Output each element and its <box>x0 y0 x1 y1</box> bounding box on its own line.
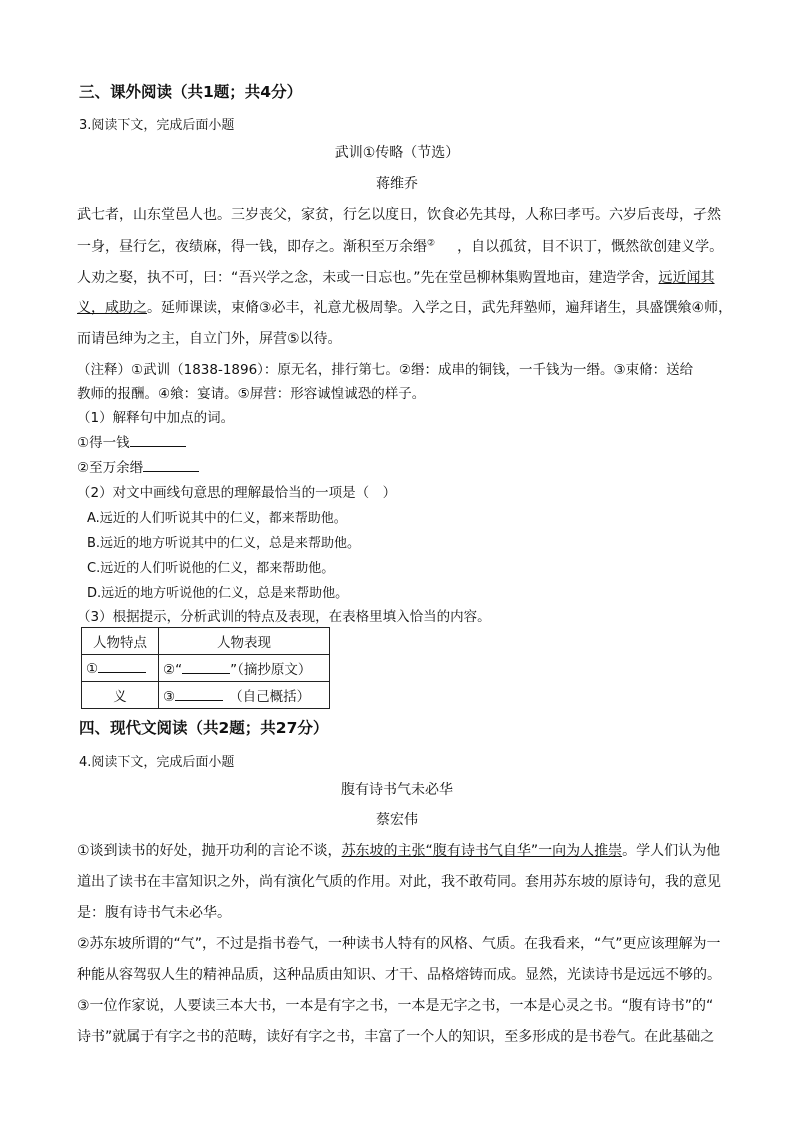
passage-line: 而请邑绅为之主，自立门外，屏营⑤以待。 <box>77 331 342 347</box>
table-header: 人物表现 <box>159 628 330 655</box>
passage-text: 一身，昼行乞，夜绩麻，得一钱，即存之。渐积至万余缗 <box>77 239 427 255</box>
section-4-intro: 4.阅读下文，完成后面小题 <box>79 755 235 770</box>
notes-line: 教师的报酬。④飨：宴请。⑤屏营：形容诚惶诚恐的样子。 <box>77 386 426 402</box>
table-header-row <box>82 628 330 655</box>
underlined-sentence: 苏东坡的主张“腹有诗书气自华”一向为人推崇 <box>341 843 623 859</box>
passage-line: 武七者，山东堂邑人也。三岁丧父，家贫，行乞以度日，饮食必先其母，人称曰孝丐。六岁后丧母，孑然 <box>77 207 721 223</box>
answer-blank[interactable] <box>143 459 199 472</box>
traits-table <box>81 627 330 709</box>
table-cell: 义 <box>82 682 159 709</box>
option-c[interactable]: C.远近的人们听说他的仁义，都来帮助他。 <box>87 561 335 576</box>
answer-blank[interactable] <box>175 688 223 701</box>
cell-hint: （自己概括） <box>229 689 311 705</box>
answer-blank[interactable] <box>130 434 186 447</box>
underlined-sentence: 远近闻其 <box>658 270 715 286</box>
passage-author: 蔡宏伟 <box>376 812 418 828</box>
footnote-marker: ② <box>427 238 436 249</box>
table-cell[interactable] <box>159 682 330 709</box>
question-1a <box>77 431 186 451</box>
option-d[interactable]: D.远近的地方听说他的仁义，总是来帮助他。 <box>87 586 349 601</box>
passage-line <box>77 267 715 287</box>
cell-number: ③ <box>163 689 176 705</box>
question-1: （1）解释句中加点的词。 <box>77 410 235 426</box>
passage-line: ②苏东坡所谓的“气”，不过是指书卷气，一种读书人特有的风格、气质。在我看来，“气”更应该理解为一 <box>77 936 721 952</box>
table-cell[interactable] <box>159 655 330 682</box>
passage-title: 腹有诗书气未必华 <box>341 782 453 798</box>
question-2: （2）对文中画线句意思的理解最恰当的一项是（ ） <box>77 485 397 501</box>
question-3: （3）根据提示，分析武训的特点及表现，在表格里填入恰当的内容。 <box>77 609 491 625</box>
notes-line: （注释）①武训（1838-1896）：原无名，排行第七。②缗：成串的铜钱，一千钱为一缗。③束脩：送给 <box>77 362 694 378</box>
passage-line: 诗书”就属于有字之书的范畴，读好有字之书，丰富了一个人的知识，至多形成的是书卷气。在此基础之 <box>77 1029 715 1045</box>
answer-blank[interactable] <box>182 661 230 674</box>
question-1b-text: ②至万余缗 <box>77 460 144 476</box>
section-3-title: 三、课外阅读（共1题；共4分） <box>79 83 303 101</box>
passage-text: 人劝之娶，执不可，曰：“吾兴学之念，未或一日忘也。”先在堂邑柳林集购置地亩，建造学舍， <box>77 270 659 286</box>
question-1a-text: ①得一钱 <box>77 435 130 451</box>
passage-line: 种能从容驾驭人生的精神品质，这种品质由知识、才干、品格熔铸而成。显然，光读诗书是远远不够的。 <box>77 967 721 983</box>
table-row <box>82 655 330 682</box>
passage-text: ，自以孤贫，目不识丁，慨然欲创建义学。 <box>457 239 724 255</box>
passage-author: 蒋维乔 <box>376 176 418 192</box>
passage-text: ①谈到读书的好处，抛开功利的言论不谈， <box>77 843 342 859</box>
passage-text: 。延师课读，束脩③必丰，礼意尤极周挚。入学之日，武先拜塾师，遍拜诸生，具盛馔飨④师， <box>147 300 733 316</box>
question-1b <box>77 456 199 476</box>
cell-number: ②“ <box>163 662 183 678</box>
passage-line: ③一位作家说，人要读三本大书，一本是有字之书，一本是无字之书，一本是心灵之书。“腹有诗书”的“ <box>77 998 714 1014</box>
option-b[interactable]: B.远近的地方听说其中的仁义，总是来帮助他。 <box>87 536 361 551</box>
passage-line <box>77 236 723 256</box>
passage-text: 。学人们认为他 <box>622 843 721 859</box>
section-3-intro: 3.阅读下文，完成后面小题 <box>79 118 235 133</box>
table-cell[interactable] <box>82 655 159 682</box>
table-header: 人物特点 <box>82 628 159 655</box>
cell-number: ① <box>86 660 99 677</box>
underlined-sentence: 义，咸助之 <box>77 300 147 316</box>
passage-line: 道出了读书在丰富知识之外，尚有演化气质的作用。对此，我不敢苟同。套用苏东坡的原诗句，我的意见 <box>77 874 721 890</box>
answer-blank[interactable] <box>98 660 146 673</box>
passage-line <box>77 297 732 317</box>
cell-hint: ”（摘抄原文） <box>230 662 312 678</box>
passage-line: 是：腹有诗书气未必华。 <box>77 905 231 921</box>
passage-line <box>77 840 720 860</box>
passage-title: 武训①传略（节选） <box>334 145 460 161</box>
section-4-title: 四、现代文阅读（共2题；共27分） <box>79 719 329 737</box>
table-row <box>82 682 330 709</box>
option-a[interactable]: A.远近的人们听说其中的仁义，都来帮助他。 <box>87 511 347 526</box>
